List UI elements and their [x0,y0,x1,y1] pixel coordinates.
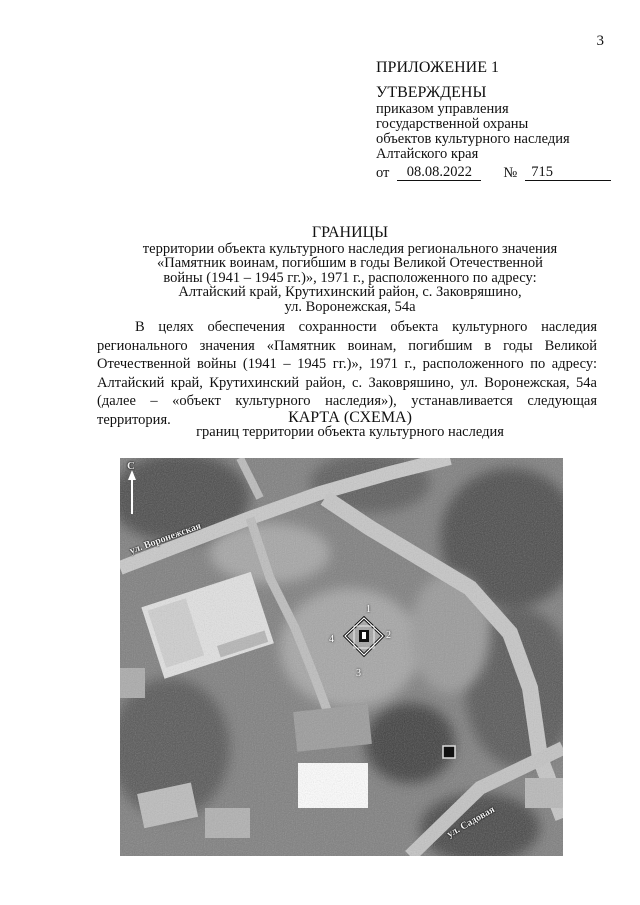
map-subheading: границ территории объекта культурного наследия [196,424,504,440]
approval-line-4: Алтайского края [376,146,479,162]
boundary-point-1: 1 [366,604,371,615]
body-paragraph: В целях обеспечения сохранности объекта культурного наследия регионального значения «Памятник воинам, погибшим в годы Великой Отечественной войны (1941 – 1945 гг.)», 1971 г., расположенного по адресу: Алтайский край, Крутихинский район, с. Заковряшино, ул. Воронежская, 54а (далее – «объект культурного наследия»), устанавливается следующая территория. [97,319,597,428]
title-line-2: «Памятник воинам, погибшим в годы Великой Отечественной [157,255,543,271]
map-title [110,410,590,440]
from-label: от [376,165,390,181]
order-date: 08.08.2022 [397,165,481,181]
title-heading: ГРАНИЦЫ [311,224,389,241]
boundary-point-3: 3 [356,668,361,679]
title-line-1: территории объекта культурного наследия регионального значения [142,240,558,257]
approved-label: УТВЕРЖДЕНЫ [376,84,487,101]
order-number: 715 [525,165,611,181]
approval-line-2: государственной охраны [376,116,529,132]
boundary-point-2: 2 [386,630,391,641]
north-label: С [127,460,135,472]
satellite-map [120,458,563,856]
document-title [110,226,590,314]
page-number: 3 [596,33,604,49]
title-line-3: войны (1941 – 1945 гг.)», 1971 г., расположенного по адресу: [163,269,537,286]
approval-line-3: объектов культурного наследия [376,131,570,147]
street-label-voronezhskaya: ул. Воронежская [128,520,203,557]
appendix-label: ПРИЛОЖЕНИЕ 1 [376,59,500,76]
approval-block [376,60,616,181]
number-label: № [503,165,518,181]
street-label-sadovaya: ул. Садовая [445,804,497,841]
order-line [376,165,616,181]
title-line-4: Алтайский край, Крутихинский район, с. Заковряшино, [178,284,522,300]
boundary-point-4: 4 [329,634,334,645]
approval-line-1: приказом управления [376,101,509,117]
map-image [120,458,563,856]
title-line-5: ул. Воронежская, 54а [284,298,416,315]
map-heading: КАРТА (СХЕМА) [288,409,412,426]
